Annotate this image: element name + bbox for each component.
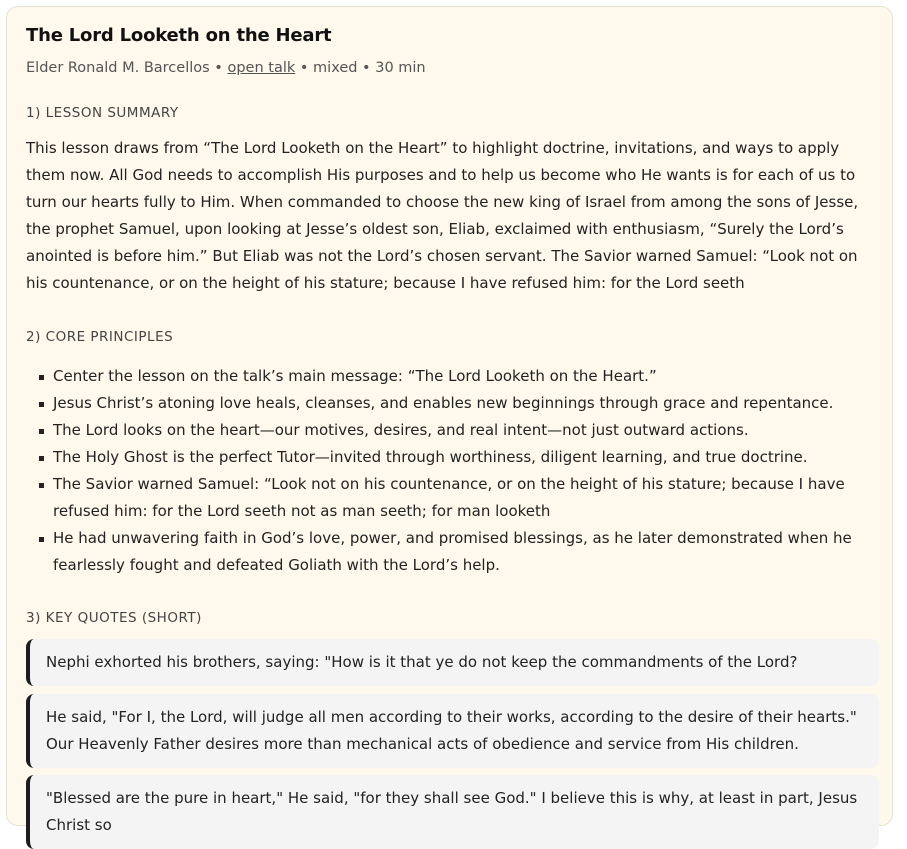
principle-text: Jesus Christ’s atoning love heals, cleanses, and enables new beginnings through grace and repentance. xyxy=(53,394,834,412)
principle-text: Center the lesson on the talk’s main message: “The Lord Looketh on the Heart.” xyxy=(53,367,657,385)
bullet-icon xyxy=(39,375,44,380)
principle-text: The Lord looks on the heart—our motives, desires, and real intent—not just outward actions. xyxy=(53,421,749,439)
quotes-heading: 3) KEY QUOTES (SHORT) xyxy=(26,610,202,626)
lesson-title: The Lord Looketh on the Heart xyxy=(26,25,332,46)
meta-separator: • xyxy=(209,60,228,76)
bullet-icon xyxy=(39,483,44,488)
list-item xyxy=(26,390,886,417)
bullet-icon xyxy=(39,402,44,407)
list-item xyxy=(26,363,886,390)
quote-block: "Blessed are the pure in heart," He said, "for they shall see God." I believe this is why, at least in part, Jesus Christ so xyxy=(26,775,879,849)
quote-block: Nephi exhorted his brothers, saying: "How is it that ye do not keep the commandments of the Lord? xyxy=(26,639,879,686)
list-item xyxy=(26,444,886,471)
bullet-icon xyxy=(39,537,44,542)
principle-text: The Savior warned Samuel: “Look not on his countenance, or on the height of his stature; because I have refused him: for the Lord seeth not as man seeth; for man looketh xyxy=(53,475,845,520)
meta-details: • mixed • 30 min xyxy=(295,60,426,76)
lesson-card xyxy=(6,6,893,834)
principles-heading: 2) CORE PRINCIPLES xyxy=(26,329,174,345)
open-talk-link[interactable]: open talk xyxy=(227,60,296,76)
summary-heading: 1) LESSON SUMMARY xyxy=(26,105,179,121)
list-item xyxy=(26,417,886,444)
bullet-icon xyxy=(39,456,44,461)
bullet-icon xyxy=(39,429,44,434)
quote-block: He said, "For I, the Lord, will judge all men according to their works, according to the desire of their hearts." Our Heavenly Father desires more than mechanical acts of obedience and service from His children. xyxy=(26,694,879,768)
principles-list xyxy=(26,363,886,579)
lesson-meta xyxy=(26,60,426,76)
list-item xyxy=(26,525,886,579)
principle-text: The Holy Ghost is the perfect Tutor—invited through worthiness, diligent learning, and true doctrine. xyxy=(53,448,808,466)
speaker-name: Elder Ronald M. Barcellos xyxy=(26,60,210,76)
list-item xyxy=(26,471,886,525)
principle-text: He had unwavering faith in God’s love, power, and promised blessings, as he later demonstrated when he fearlessly fought and defeated Goliath with the Lord’s help. xyxy=(53,529,852,574)
summary-text: This lesson draws from “The Lord Looketh on the Heart” to highlight doctrine, invitations, and ways to apply them now. All God needs to accomplish His purposes and to help us become who He wants is for each of us to turn our hearts fully to Him. When commanded to choose the new king of Israel from among the sons of Jesse, the prophet Samuel, upon looking at Jesse’s oldest son, Eliab, exclaimed with enthusiasm, “Surely the Lord’s anointed is before him.” But Eliab was not the Lord’s chosen servant. The Savior warned Samuel: “Look not on his countenance, or on the height of his stature; because I have refused him: for the Lord seeth xyxy=(26,139,859,292)
